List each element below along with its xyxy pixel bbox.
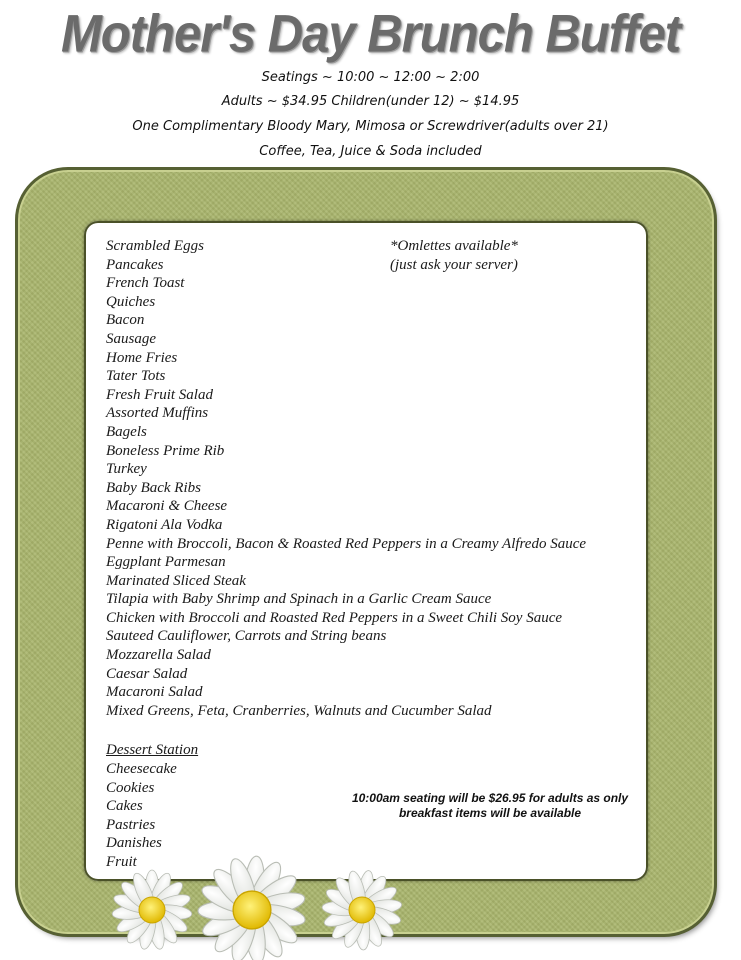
daisy-left [111,870,192,951]
prices-text: Adults ~ $34.95 Children(under 12) ~ $14.95 [221,94,520,109]
list-item: Chicken with Broccoli and Roasted Red Peppers in a Sweet Chili Soy Sauce [106,609,563,626]
list-item: Fruit [106,853,137,870]
list-item: Caesar Salad [106,665,188,682]
list-item: Mozzarella Salad [106,647,211,664]
list-item: Danishes [106,835,162,852]
list-item: Tilapia with Baby Shrimp and Spinach in a Garlic Cream Sauce [106,591,492,608]
list-item: Pancakes [106,256,164,273]
list-item: Assorted Muffins [106,405,209,422]
list-item: Scrambled Eggs [106,238,204,254]
list-item: Home Fries [106,349,178,366]
daisy-flowers [80,840,440,960]
complimentary-text: One Complimentary Bloody Mary, Mimosa or Screwdriver(adults over 21) [132,119,609,134]
list-item: Pastries [106,816,156,833]
daisy-right [322,869,403,950]
list-item: Macaroni & Cheese [106,498,228,515]
omelette-note [390,237,518,274]
list-item: Turkey [106,461,147,478]
list-item: Marinated Sliced Steak [106,572,246,589]
menu-list [106,237,586,720]
pricing-note [320,791,660,821]
list-item: Cookies [106,779,155,796]
list-item: Penne with Broccoli, Bacon & Roasted Red Peppers in a Creamy Alfredo Sauce [106,535,587,552]
omelette-line-2: (just ask your server) [390,256,518,273]
list-item: Cheesecake [106,761,177,777]
pricing-note-line-2: breakfast items will be available [398,806,582,820]
list-item: Fresh Fruit Salad [106,386,213,403]
list-item: Bagels [106,423,147,440]
page-title: Mother's Day Brunch Buffet [60,4,681,64]
list-item: Boneless Prime Rib [106,442,225,459]
list-item: Eggplant Parmesan [106,554,226,571]
list-item: Sausage [106,330,156,347]
list-item: Cakes [106,798,143,815]
list-item: Mixed Greens, Feta, Cranberries, Walnuts and Cucumber Salad [106,702,492,719]
list-item: Bacon [106,312,145,329]
dessert-heading: Dessert Station [106,742,199,758]
list-item: Rigatoni Ala Vodka [106,516,223,533]
omelette-line-1: *Omlettes available* [390,238,518,254]
list-item: Macaroni Salad [106,684,203,701]
pricing-note-line-1: 10:00am seating will be $26.95 for adults as only [351,791,629,805]
list-item: Baby Back Ribs [106,479,201,496]
seatings-text: Seatings ~ 10:00 ~ 12:00 ~ 2:00 [261,70,480,85]
list-item: Quiches [106,293,156,310]
list-item: Tater Tots [106,368,166,385]
daisy-center [198,855,307,960]
list-item: Sauteed Cauliflower, Carrots and String beans [106,628,387,645]
included-text: Coffee, Tea, Juice & Soda included [259,144,482,159]
list-item: French Toast [106,275,185,292]
